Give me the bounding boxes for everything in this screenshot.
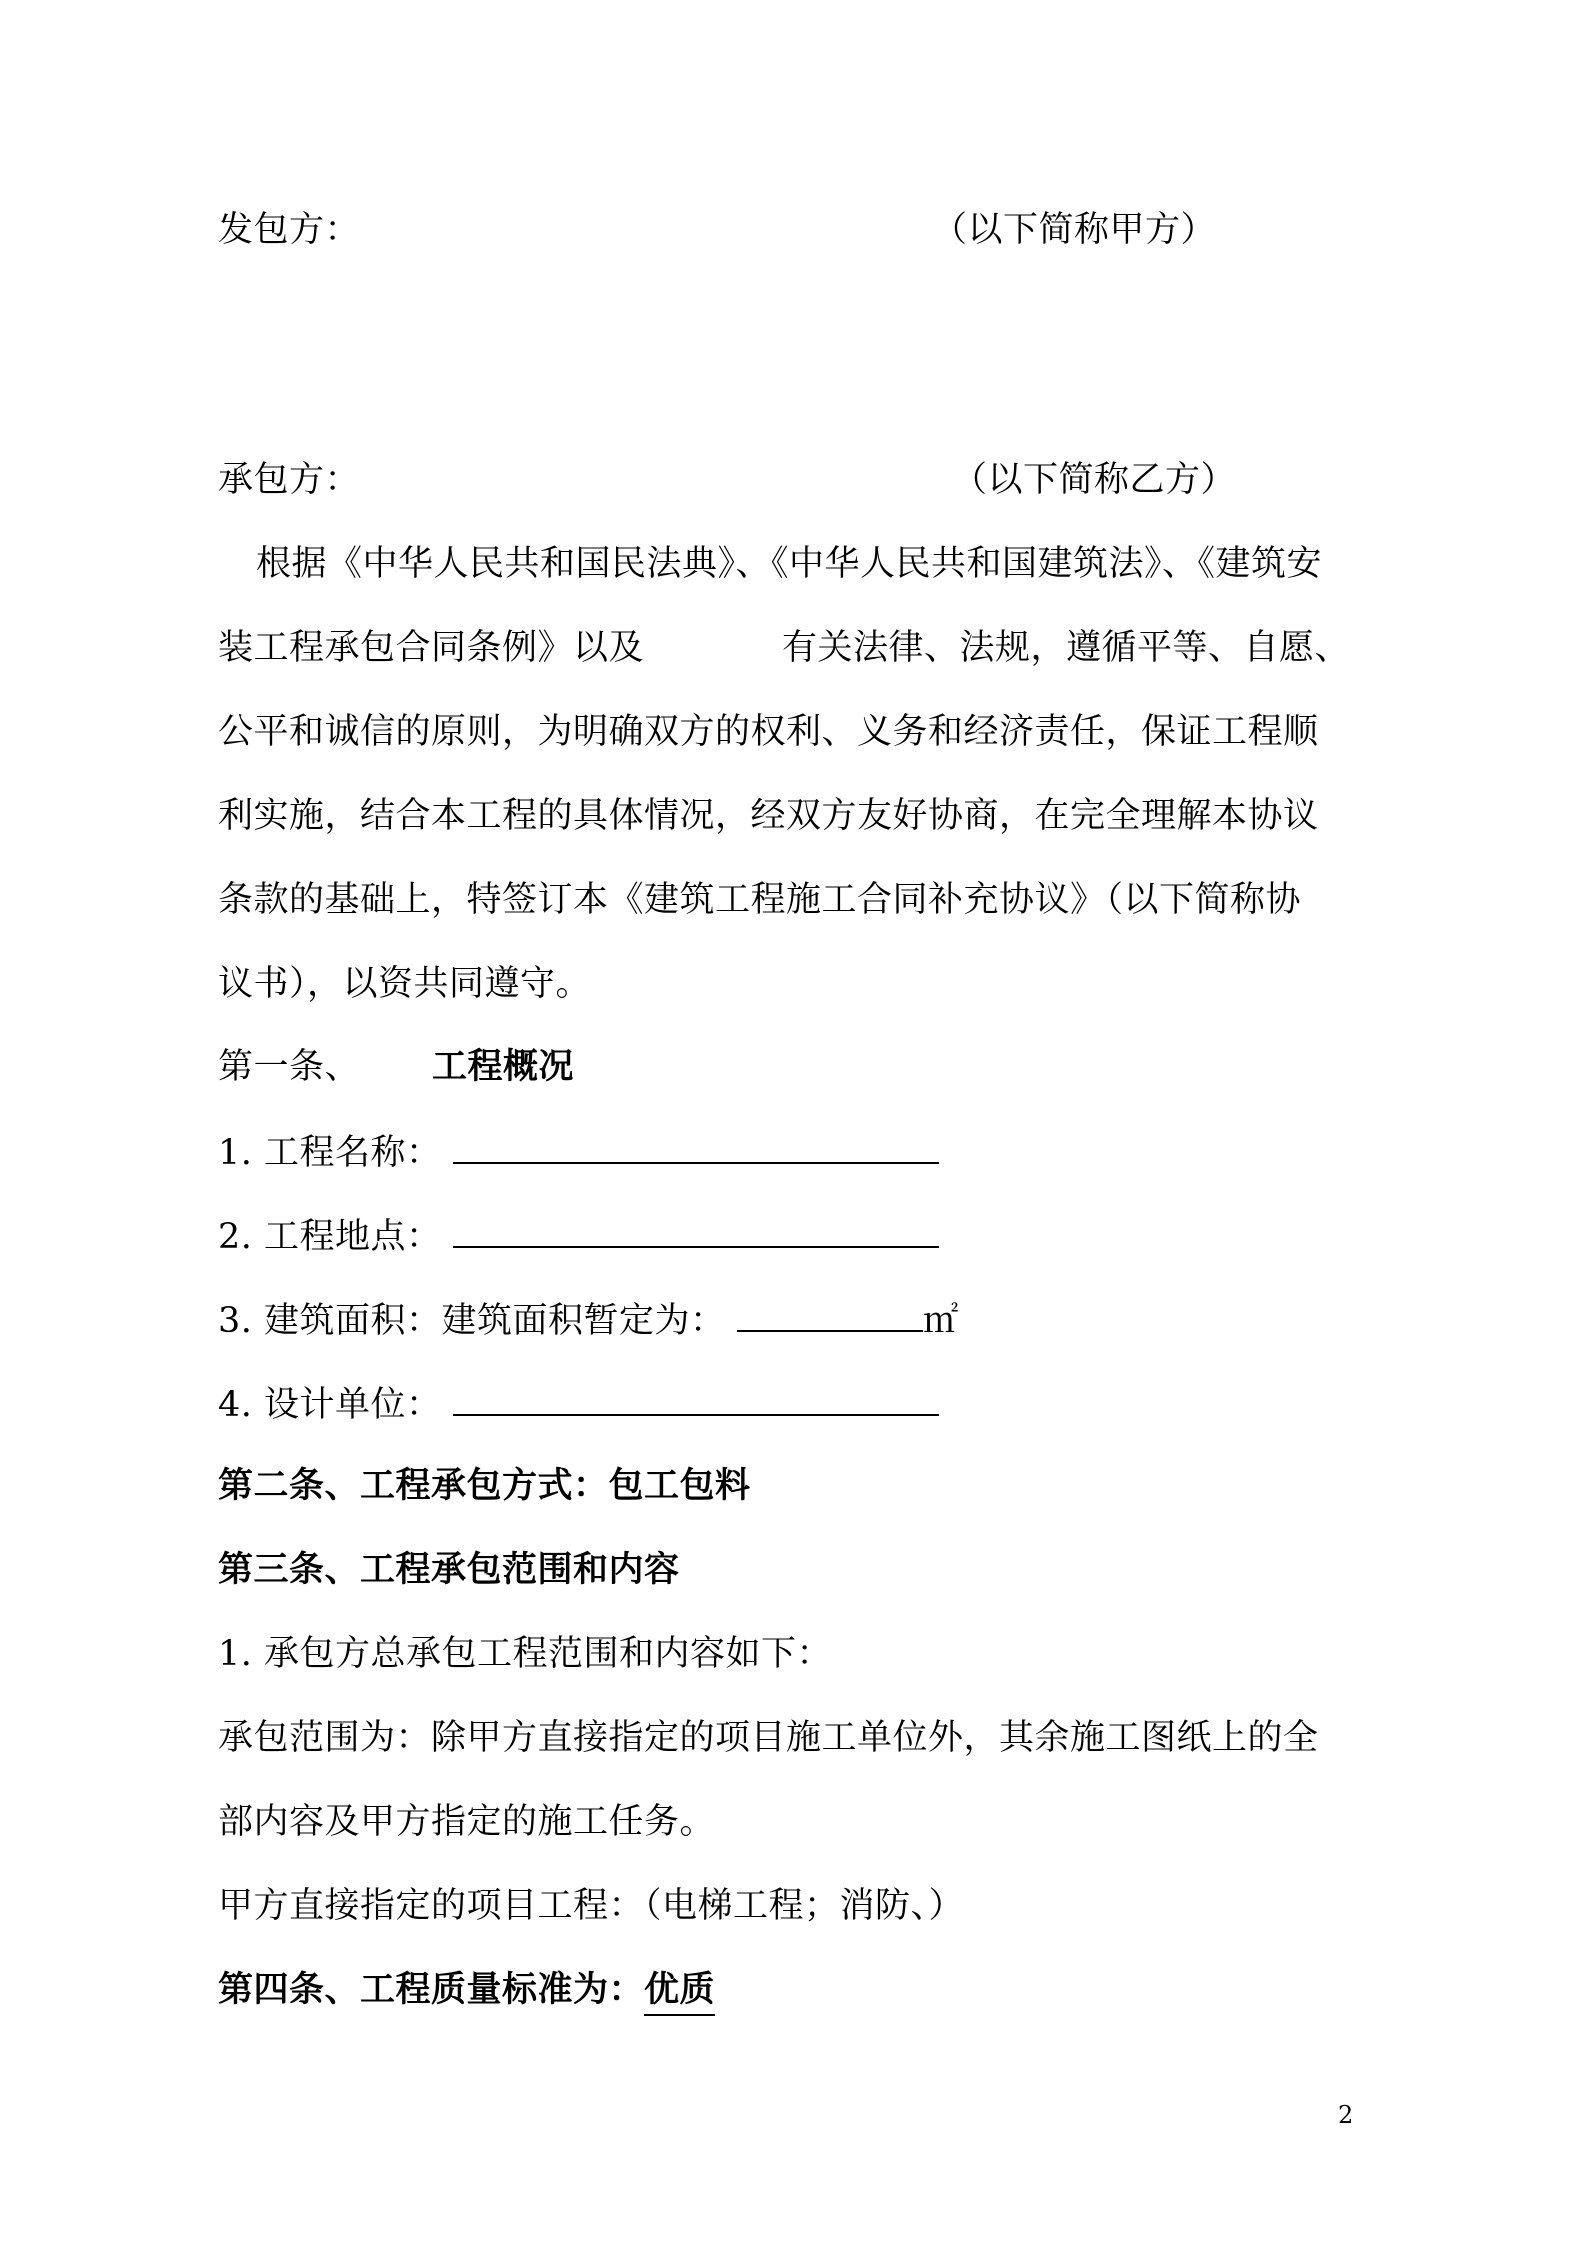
preamble-line-1: 根据《中华人民共和国民法典》、《中华人民共和国建筑法》、《建筑安 (256, 544, 1323, 584)
contractor-line (218, 456, 360, 504)
preamble-line-2b: 有关法律、法规，遵循平等、自愿、 (782, 628, 1351, 668)
preamble-line-4: 利实施，结合本工程的具体情况，经双方友好协商，在完全理解本协议 (218, 796, 1319, 836)
item-number: 1. (218, 1133, 253, 1173)
article3-heading: 第三条、工程承包范围和内容 (218, 1550, 680, 1590)
item-label: 工程地点： (264, 1217, 442, 1257)
area-unit: ㎡ (923, 1301, 959, 1341)
contractor-alias: （以下简称乙方） (952, 460, 1237, 500)
article1-prefix: 第一条、 (218, 1047, 361, 1087)
building-area-blank[interactable] (737, 1294, 923, 1332)
article1-heading (218, 1043, 360, 1091)
scope-line-2: 部内容及甲方指定的施工任务。 (218, 1802, 716, 1842)
preamble-line-5: 条款的基础上，特签订本《建筑工程施工合同补充协议》（以下简称协 (218, 880, 1302, 920)
quality-standard-value: 优质 (644, 1970, 715, 2016)
item-label: 建筑面积：建筑面积暂定为： (264, 1301, 726, 1341)
page-number: 2 (1338, 2101, 1354, 2129)
employer-label: 发包方： (218, 210, 361, 250)
scope-line-1: 承包范围为：除甲方直接指定的项目施工单位外，其余施工图纸上的全 (218, 1718, 1319, 1758)
design-unit-blank[interactable] (453, 1378, 939, 1416)
project-name-blank[interactable] (453, 1126, 939, 1164)
article1-item-4 (218, 1378, 939, 1429)
item-label: 设计单位： (264, 1385, 442, 1425)
article4-heading (218, 1966, 715, 2014)
designated-projects: 甲方直接指定的项目工程：（电梯工程；消防、） (218, 1886, 965, 1926)
article3-item-1 (218, 1630, 832, 1678)
preamble-line-6: 议书），以资共同遵守。 (218, 964, 592, 1004)
article1-item-3 (218, 1294, 959, 1345)
item-number: 4. (218, 1385, 253, 1425)
article2-heading: 第二条、工程承包方式：包工包料 (218, 1466, 751, 1506)
preamble-line-3: 公平和诚信的原则，为明确双方的权利、义务和经济责任，保证工程顺 (218, 712, 1319, 752)
item-number: 3. (218, 1301, 253, 1341)
project-location-blank[interactable] (453, 1210, 939, 1248)
employer-alias: （以下简称甲方） (932, 210, 1217, 250)
item-number: 2. (218, 1217, 253, 1257)
employer-line (218, 206, 360, 254)
item-number: 1. (218, 1634, 253, 1674)
item-label: 工程名称： (264, 1133, 442, 1173)
item-text: 承包方总承包工程范围和内容如下： (264, 1634, 833, 1674)
article4-label: 第四条、工程质量标准为： (218, 1970, 645, 2010)
article1-title: 工程概况 (432, 1047, 575, 1087)
contractor-label: 承包方： (218, 460, 361, 500)
preamble-line-2a: 装工程承包合同条例》以及 (218, 628, 645, 668)
article1-item-1 (218, 1126, 939, 1177)
preamble-line-2 (218, 624, 644, 672)
article1-item-2 (218, 1210, 939, 1261)
